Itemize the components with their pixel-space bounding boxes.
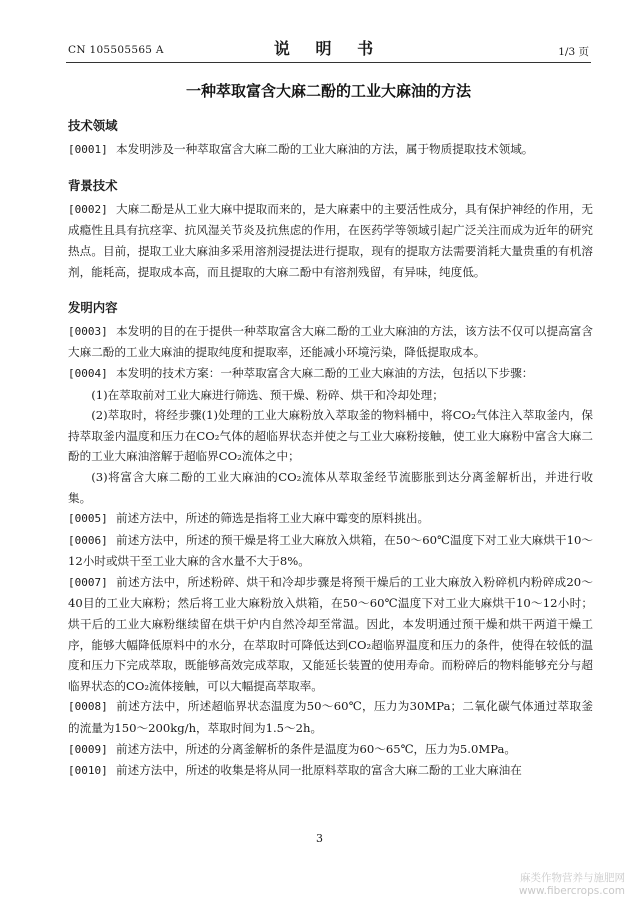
paragraph-number: [0006] (68, 533, 108, 547)
page-indicator: 1/3 页 (558, 46, 589, 58)
step-2: (2)萃取时，将经步骤(1)处理的工业大麻粉放入萃取釜的物料桶中，将CO₂气体注入萃取釜内，保持萃取釜内温度和压力在CO₂气体的超临界状态并使之与工业大麻粉接触，使工业大麻粉中富含大麻二酚的工业大麻油溶解于超临界CO₂流体之中； (68, 408, 593, 464)
watermark-url: www.fibercrops.com (518, 885, 625, 897)
paragraph-number: [0001] (68, 142, 108, 156)
paragraph-0002 (68, 199, 593, 282)
paragraph-number: [0007] (68, 575, 108, 589)
paragraph-0001 (68, 139, 593, 161)
paragraph-number: [0003] (68, 324, 108, 338)
paragraph-0008 (68, 696, 593, 738)
paragraph-0007 (68, 572, 593, 697)
document-number: CN 105505565 A (68, 44, 164, 56)
section-heading-background: 背景技术 (68, 178, 118, 194)
watermark (519, 872, 625, 898)
paragraph-text: 前述方法中，所述粉碎、烘干和冷却步骤是将预干燥后的工业大麻放入粉碎机内粉碎成20～40目的工业大麻粉；然后将工业大麻粉放入烘箱，在50～60℃温度下对工业大麻烘干10～12小时；烘干后的工业大麻粉继续留在烘干炉内自然冷却至常温。因此，本发明通过预干燥和烘干两道干燥工序，能够大幅降低原料中的水分，在萃取时可降低达到CO₂超临界温度和压力的条件，使得在较低的温度和压力下完成萃取，既能够高效完成萃取，又能延长装置的使用寿命。而粉碎后的物料能够充分与超临界状态的CO₂流体接触，可以大幅提高萃取率。 (68, 574, 593, 693)
paragraph-number: [0005] (68, 512, 108, 526)
paragraph-text: 前述方法中，所述的筛选是指将工业大麻中霉变的原料挑出。 (116, 511, 430, 526)
paragraph-0010 (68, 760, 593, 782)
paragraph-number: [0004] (68, 366, 108, 380)
paragraph-text: 大麻二酚是从工业大麻中提取而来的，是大麻素中的主要活性成分，具有保护神经的作用，无成瘾性且具有抗痉挛、抗风湿关节炎及抗焦虑的作用，在医药学等领域引起广泛关注而成为近年的研究热点。目前，提取工业大麻油多采用溶剂浸提法进行提取，现有的提取方法需要消耗大量贵重的有机溶剂，能耗高，提取成本高，而且提取的大麻二酚中有溶剂残留，有异味，纯度低。 (68, 201, 593, 279)
paragraph-text: 本发明涉及一种萃取富含大麻二酚的工业大麻油的方法，属于物质提取技术领域。 (116, 141, 534, 156)
paragraph-number: [0010] (68, 764, 108, 778)
document-type: 说 明 书 (273, 39, 384, 58)
section-heading-summary: 发明内容 (68, 300, 118, 316)
page-header (66, 36, 591, 58)
header-divider (66, 62, 591, 63)
page-number: 3 (316, 832, 323, 845)
paragraph-text: 前述方法中，所述的分离釜解析的条件是温度为60～65℃，压力为5.0MPa。 (116, 741, 517, 756)
paragraph-text: 前述方法中，所述的预干燥是将工业大麻放入烘箱，在50～60℃温度下对工业大麻烘干10～12小时或烘干至工业大麻的含水量不大于8%。 (68, 532, 593, 569)
paragraph-number: [0002] (68, 202, 108, 216)
paragraph-0009 (68, 739, 593, 761)
paragraph-text: 前述方法中，所述的收集是将从同一批原料萃取的富含大麻二酚的工业大麻油在 (116, 763, 522, 778)
step-1: (1)在萃取前对工业大麻进行筛选、预干燥、粉碎、烘干和冷却处理； (91, 387, 444, 402)
watermark-site-name: 麻类作物营养与施肥网 (520, 872, 625, 884)
paragraph-0006 (68, 530, 593, 572)
step-3: (3)将富含大麻二酚的工业大麻油的CO₂流体从萃取釜经节流膨胀到达分离釜解析出，并进行收集。 (68, 469, 593, 505)
section-heading-technical-field: 技术领域 (68, 118, 118, 133)
paragraph-0005 (68, 508, 593, 530)
document-body (68, 116, 593, 782)
paragraph-text: 本发明的技术方案：一种萃取富含大麻二酚的工业大麻油的方法，包括以下步骤： (116, 365, 534, 380)
document-title: 一种萃取富含大麻二酚的工业大麻油的方法 (185, 82, 471, 100)
paragraph-text: 本发明的目的在于提供一种萃取富含大麻二酚的工业大麻油的方法，该方法不仅可以提高富含大麻二酚的工业大麻油的提取纯度和提取率，还能减小环境污染，降低提取成本。 (68, 323, 593, 360)
paragraph-text: 前述方法中，所述超临界状态温度为50～60℃，压力为30MPa；二氧化碳气体通过萃取釜的流量为150～200kg/h，萃取时间为1.5～2h。 (68, 699, 593, 736)
paragraph-0004 (68, 363, 593, 385)
paragraph-number: [0009] (68, 742, 108, 756)
paragraph-0003 (68, 321, 593, 363)
paragraph-number: [0008] (68, 700, 108, 714)
